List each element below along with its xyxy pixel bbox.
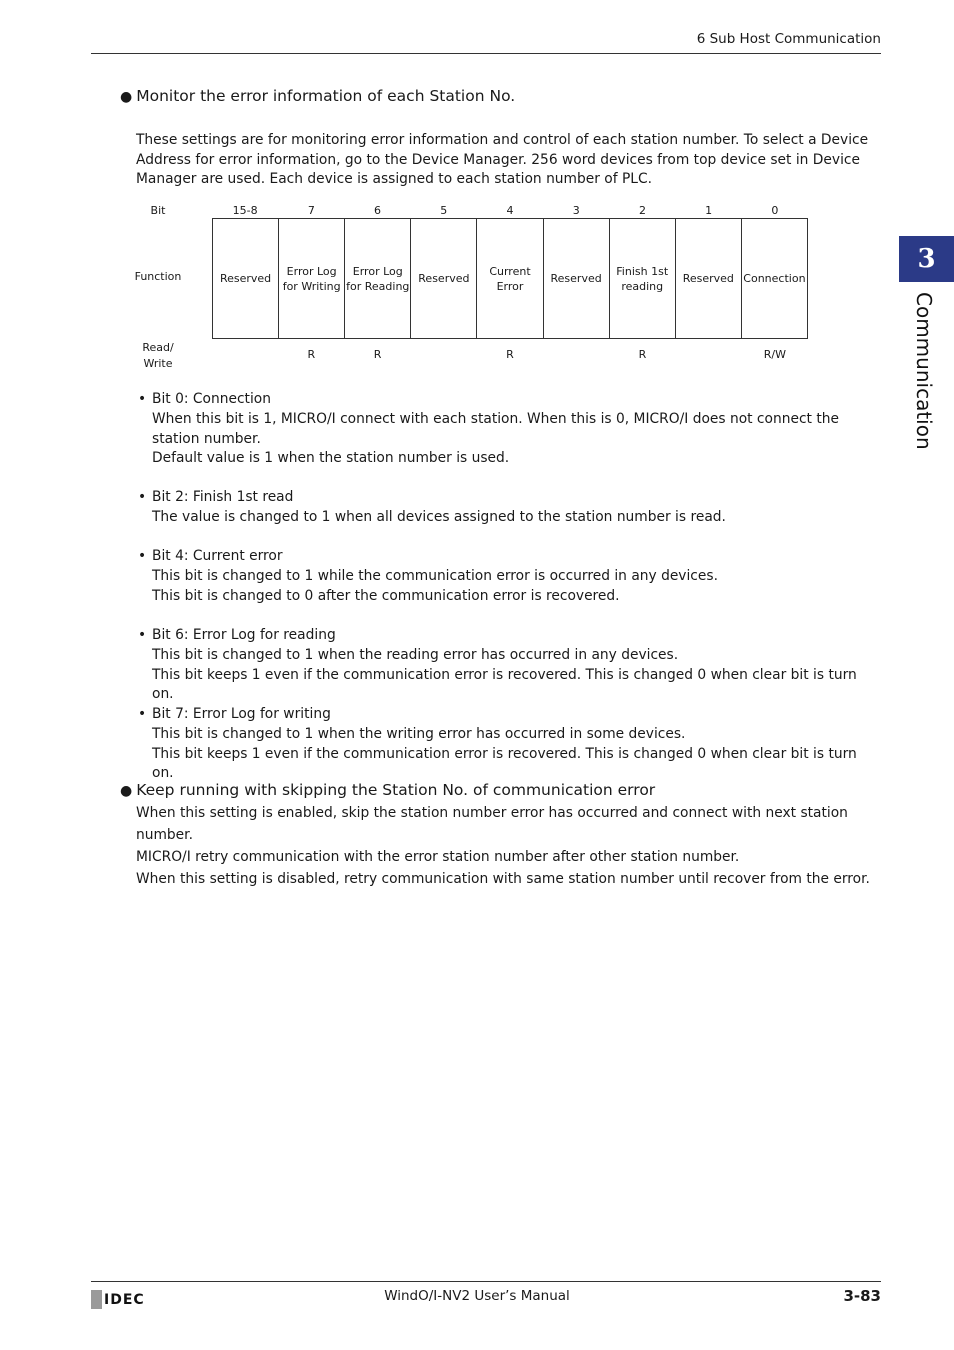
chapter-tab: 3 <box>899 236 954 282</box>
row-label-bit: Bit <box>150 204 166 217</box>
bullet-description: When this bit is 1, MICRO/I connect with each station. When this is 0, MICRO/I does not connect the station number. Default value is 1 when the station number is used. <box>152 411 839 466</box>
bullet-title: • Bit 6: Error Log for reading <box>138 627 336 643</box>
bullet-description: The value is changed to 1 when all devices assigned to the station number is read. <box>152 509 726 525</box>
function-cell: Connection <box>743 272 806 285</box>
function-cell: Reserved <box>544 219 610 338</box>
chapter-label: Communication <box>912 292 936 450</box>
bit-number: 6 <box>374 204 382 217</box>
bullet-title: • Bit 0: Connection <box>138 391 271 407</box>
bullet-title: • Bit 2: Finish 1st read <box>138 489 294 505</box>
bullet-description: This bit is changed to 1 when the writing error has occurred in some devices. This bit keeps 1 even if the communication error is recovered. This is changed 0 when clear bit is turn on. <box>152 726 857 781</box>
read-write-value: R <box>506 348 514 361</box>
bullet-dot-icon: ● <box>120 89 133 105</box>
keep-running-line: When this setting is disabled, retry communication with same station number until recover from the error. <box>136 871 870 887</box>
bullet-icon: • <box>138 706 147 722</box>
keep-running-line: When this setting is enabled, skip the station number error has occurred and connect with next station number. <box>136 805 848 843</box>
bit-number: 15-8 <box>232 204 258 217</box>
section-heading-keep-running: ● Keep running with skipping the Station No. of communication error <box>120 781 656 799</box>
bullet-icon: • <box>138 391 147 407</box>
function-cell: Finish 1st reading <box>610 219 676 338</box>
manual-title: WindO/I-NV2 User’s Manual <box>384 1288 570 1304</box>
bit-number: 5 <box>440 204 448 217</box>
bullet-dot-icon: ● <box>120 783 133 799</box>
read-write-value: R <box>638 348 647 361</box>
page-number: 3-83 <box>843 1287 881 1305</box>
function-cell: Reserved <box>676 219 742 338</box>
bit-number: 0 <box>771 204 779 217</box>
function-cell: Current Error <box>477 219 543 338</box>
idec-logo: IDEC <box>91 1290 145 1309</box>
row-label-function: Function <box>134 270 182 283</box>
bullet-description: This bit is changed to 1 when the reading error has occurred in any devices. This bit keeps 1 even if the communication error is recovered. This is changed 0 when clear bit is turn on. <box>152 647 857 702</box>
keep-running-text <box>136 802 881 890</box>
running-header: 6 Sub Host Communication <box>696 31 881 47</box>
bit-table <box>130 200 830 375</box>
footer-rule <box>91 1281 881 1282</box>
bullet-icon: • <box>138 548 147 564</box>
header-rule <box>91 53 881 54</box>
function-cell: Reserved <box>213 219 279 338</box>
function-cell: Error Log for Writing <box>279 219 345 338</box>
bit-number: 7 <box>307 204 315 217</box>
read-write-value: R <box>373 348 382 361</box>
bullet-icon: • <box>138 627 147 643</box>
intro-paragraph: These settings are for monitoring error information and control of each station number. To select a Device Address for error information, go to the Device Manager. 256 word devices from top device set in Device Manager are used. Each device is assigned to each station number of PLC. <box>136 132 869 187</box>
bit-number: 2 <box>638 204 646 217</box>
function-cell: Reserved <box>411 219 477 338</box>
read-write-value: R <box>307 348 316 361</box>
bit-number: 1 <box>705 204 713 217</box>
bullet-icon: • <box>138 489 147 505</box>
section-heading-monitor: ● Monitor the error information of each Station No. <box>120 87 516 105</box>
bullet-description: This bit is changed to 1 while the communication error is occurred in any devices. This bit is changed to 0 after the communication error is recovered. <box>152 568 718 604</box>
row-label-read-write: Read/ Write <box>142 341 174 370</box>
bullet-title: • Bit 4: Current error <box>138 548 283 564</box>
bit-number: 3 <box>572 204 580 217</box>
bullet-title: • Bit 7: Error Log for writing <box>138 706 331 722</box>
bit-number: 4 <box>506 204 514 217</box>
function-row <box>212 218 808 339</box>
keep-running-line: MICRO/I retry communication with the error station number after other station number. <box>136 849 740 865</box>
function-cell: Error Log for Reading <box>345 219 411 338</box>
read-write-value: R/W <box>763 348 786 361</box>
